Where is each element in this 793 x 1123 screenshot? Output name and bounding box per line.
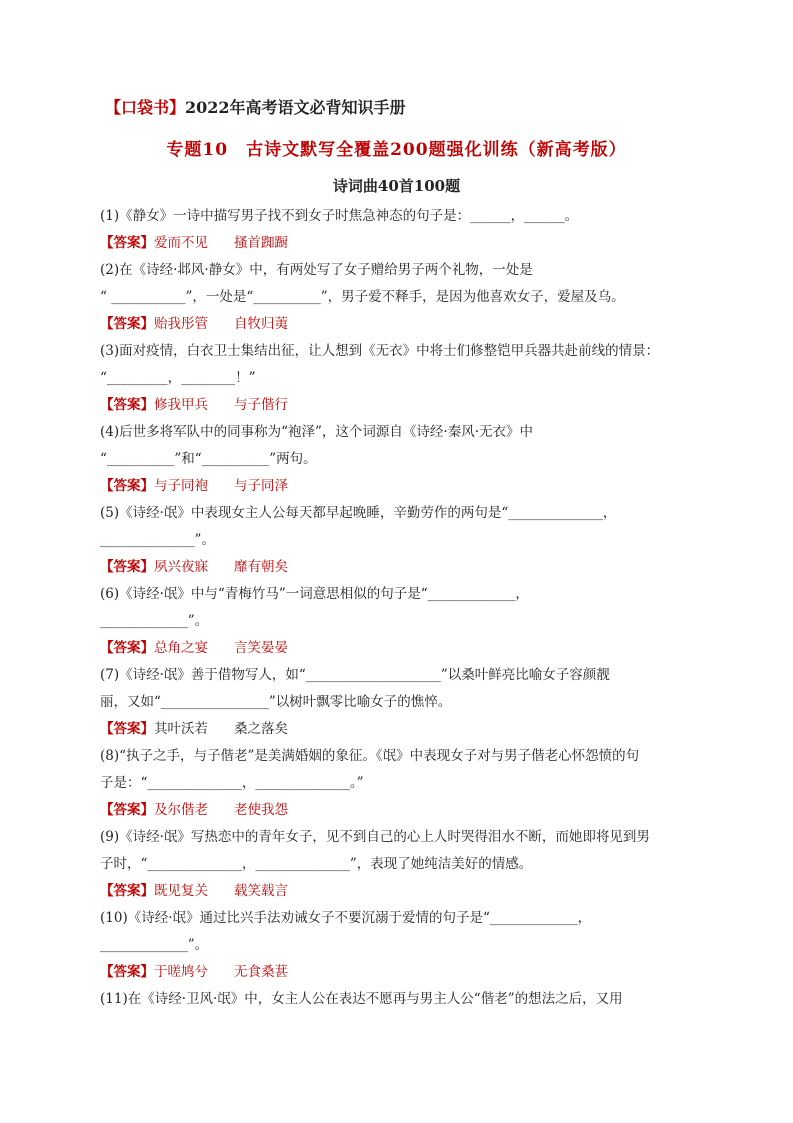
question-line: 丽，又如“________________”以树叶飘零比喻女子的憔悴。 <box>100 694 452 710</box>
question-list <box>100 203 690 1013</box>
answer-label: 【答案】 <box>100 316 154 332</box>
question-line: “__________”和“__________”两句。 <box>100 451 317 467</box>
answer-text: 贻我彤管 <box>154 316 208 332</box>
answer-text: 于嗟鸠兮 <box>154 964 208 980</box>
question-line: (6)《诗经·氓》中与“青梅竹马”一词意思相似的句子是“_____________， <box>100 586 529 602</box>
answer-line <box>100 311 690 338</box>
answer-text: 与子同泽 <box>234 478 288 494</box>
answer-label: 【答案】 <box>100 640 154 656</box>
answer-line <box>100 554 690 581</box>
answer-text: 修我甲兵 <box>154 397 208 413</box>
answer-line <box>100 878 690 905</box>
question-line: (2)在《诗经·邶风·静女》中，有两处写了女子赠给男子两个礼物，一处是 <box>100 262 533 278</box>
answer-text: 爱而不见 <box>154 235 208 251</box>
answer-label: 【答案】 <box>100 721 154 737</box>
question-line: (8)“执子之手，与子偕老”是美满婚姻的象征。《氓》中表现女子对与男子偕老心怀怨愤的句 <box>100 748 640 764</box>
answer-text: 既见复关 <box>154 883 208 899</box>
question-line: (9)《诗经·氓》写热恋中的青年女子，见不到自己的心上人时哭得泪水不断，而她即将见到男 <box>100 829 650 845</box>
question-line: 子时，“______________，______________”，表现了她纯洁美好的情感。 <box>100 856 533 872</box>
question-line: (7)《诗经·氓》善于借物写人，如“____________________”以桑叶鲜亮比喻女子容颜靓 <box>100 667 610 683</box>
question-line: “ ___________”，一处是“__________”，男子爱不释手，是因为他喜欢女子，爱屋及乌。 <box>100 289 625 305</box>
answer-text: 夙兴夜寐 <box>154 559 208 575</box>
question-line: (11)在《诗经·卫风·氓》中，女主人公在表达不愿再与男主人公“偕老”的想法之后，又用 <box>100 991 623 1007</box>
answer-line <box>100 473 690 500</box>
answer-line <box>100 635 690 662</box>
answer-label: 【答案】 <box>100 559 154 575</box>
header-brand: 【口袋书】 <box>105 98 186 117</box>
answer-label: 【答案】 <box>100 478 154 494</box>
question-line: (1)《静女》一诗中描写男子找不到女子时焦急神态的句子是：______，______。 <box>100 208 579 224</box>
topic-title: 专题10 古诗文默写全覆盖200题强化训练（新高考版） <box>166 140 627 160</box>
answer-text: 老使我怨 <box>234 802 288 818</box>
header-title: 2022年高考语文必背知识手册 <box>185 98 406 117</box>
answer-text: 与子偕行 <box>234 397 288 413</box>
answer-label: 【答案】 <box>100 964 154 980</box>
answer-text: 言笑晏晏 <box>234 640 288 656</box>
answer-text: 总角之宴 <box>154 640 208 656</box>
question-line: (5)《诗经·氓》中表现女主人公每天都早起晚睡，辛勤劳作的两句是“______________， <box>100 505 617 521</box>
answer-text: 其叶沃若 <box>154 721 208 737</box>
answer-text: 及尔偕老 <box>154 802 208 818</box>
answer-text: 载笑载言 <box>234 883 288 899</box>
answer-text: 搔首踟蹰 <box>234 235 288 251</box>
answer-line <box>100 716 690 743</box>
question-line: “_________，________！” <box>100 370 256 386</box>
answer-label: 【答案】 <box>100 397 154 413</box>
answer-text: 靡有朝矣 <box>234 559 288 575</box>
question-line: (3)面对疫情，白衣卫士集结出征，让人想到《无衣》中将士们修整铠甲兵器共赴前线的情景： <box>100 343 660 359</box>
answer-text: 无食桑葚 <box>234 964 288 980</box>
answer-line <box>100 230 690 257</box>
handbook-header <box>105 95 406 118</box>
answer-text: 自牧归荑 <box>234 316 288 332</box>
question-line: (10)《诗经·氓》通过比兴手法劝诫女子不要沉溺于爱情的句子是“_____________， <box>100 910 592 926</box>
answer-label: 【答案】 <box>100 235 154 251</box>
question-line: _____________”。 <box>100 613 209 629</box>
question-line: _____________”。 <box>100 937 209 953</box>
answer-label: 【答案】 <box>100 883 154 899</box>
question-line: ______________”。 <box>100 532 215 548</box>
answer-line <box>100 392 690 419</box>
section-subtitle: 诗词曲40首100题 <box>332 177 461 195</box>
question-line: (4)后世多将军队中的同事称为“袍泽”，这个词源自《诗经·秦风·无衣》中 <box>100 424 534 440</box>
answer-label: 【答案】 <box>100 802 154 818</box>
answer-text: 桑之落矣 <box>234 721 288 737</box>
question-line: 子是：“______________，______________。” <box>100 775 364 791</box>
answer-line <box>100 797 690 824</box>
answer-line <box>100 959 690 986</box>
answer-text: 与子同袍 <box>154 478 208 494</box>
